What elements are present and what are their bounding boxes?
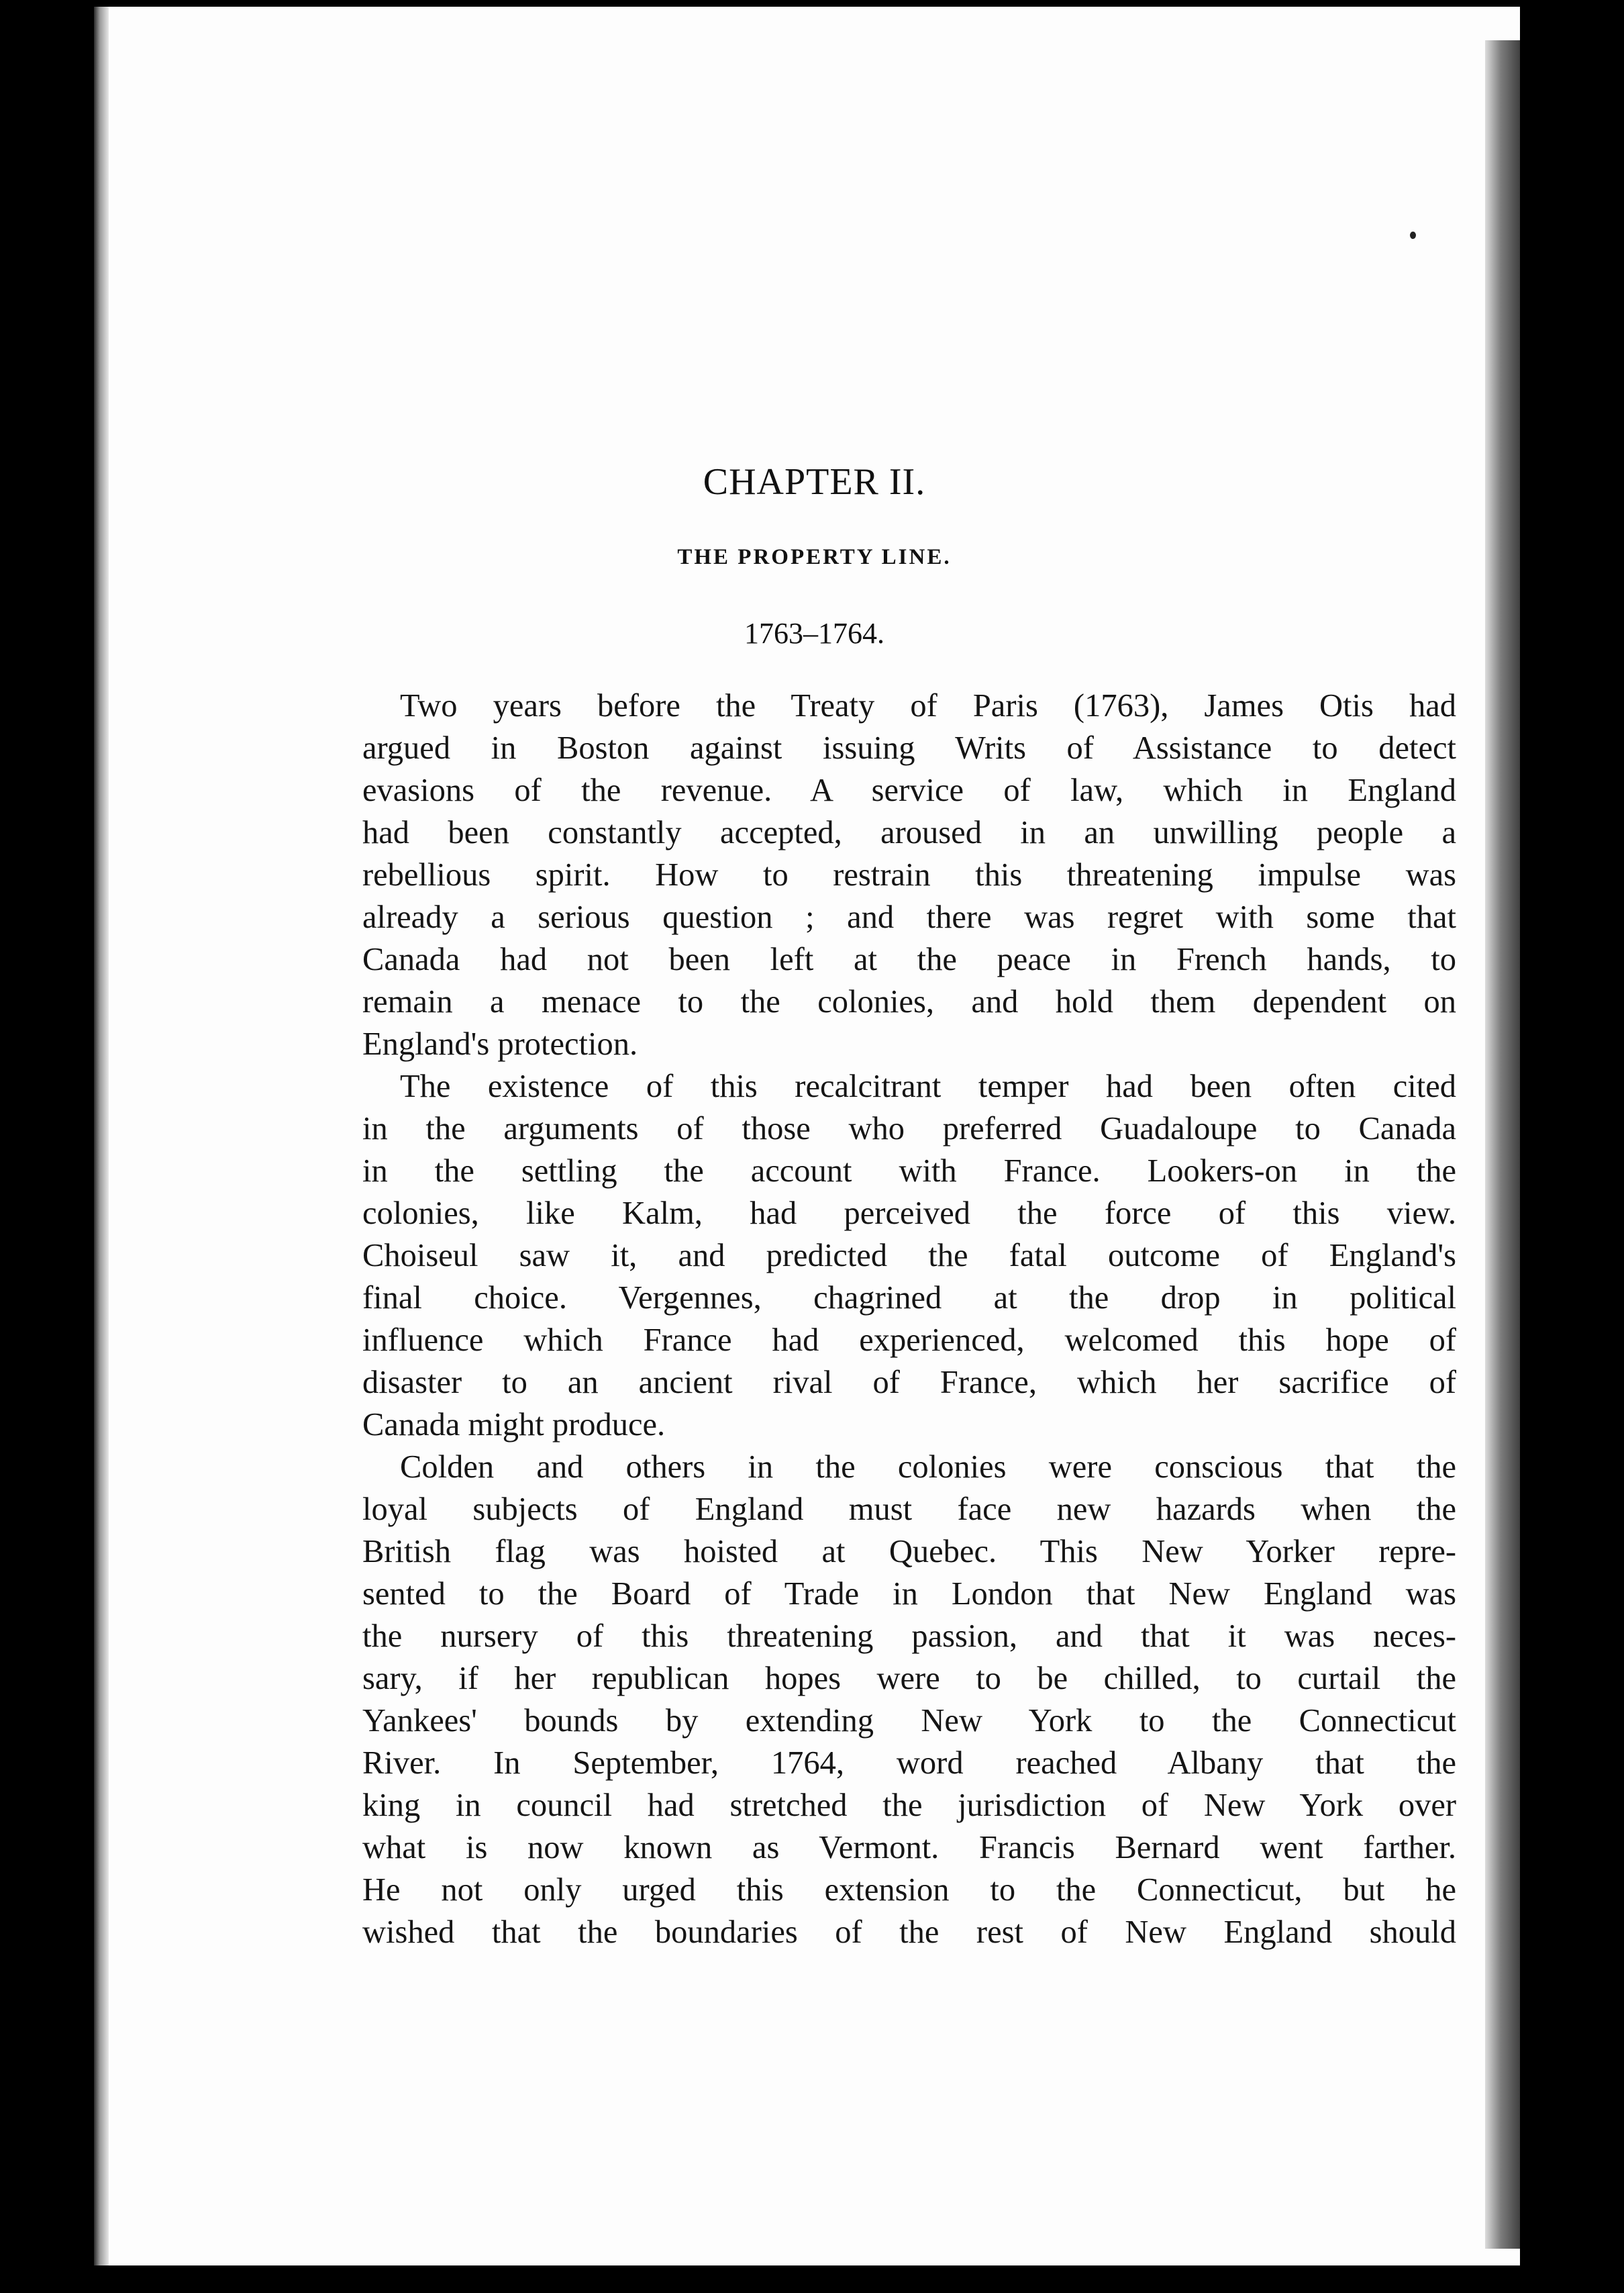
- page-edge-shadow: [1485, 40, 1520, 2249]
- text-line: remain a menace to the colonies, and hold them dependent on: [362, 984, 1456, 1020]
- scan-speck: [1410, 232, 1416, 239]
- text-line: loyal subjects of England must face new hazards when the: [362, 1492, 1456, 1527]
- text-line: Two years before the Treaty of Paris (1763), James Otis had: [400, 688, 1456, 724]
- text-line: River. In September, 1764, word reached Albany that the: [362, 1745, 1456, 1781]
- text-line: disaster to an ancient rival of France, which her sacrifice of: [362, 1365, 1456, 1400]
- text-line: England's protection.: [362, 1026, 638, 1062]
- text-line: final choice. Vergennes, chagrined at the drop in political: [362, 1280, 1456, 1316]
- binding-edge: [94, 7, 109, 2265]
- text-line: Canada had not been left at the peace in French hands, to: [362, 942, 1456, 977]
- text-line: rebellious spirit. How to restrain this threatening impulse was: [362, 857, 1456, 893]
- text-line: He not only urged this extension to the Connecticut, but he: [362, 1872, 1456, 1908]
- text-line: sary, if her republican hopes were to be chilled, to curtail the: [362, 1661, 1456, 1696]
- text-line: argued in Boston against issuing Writs of Assistance to detect: [362, 730, 1456, 766]
- chapter-years: 1763–1764.: [744, 617, 884, 650]
- text-line: in the arguments of those who preferred Guadaloupe to Canada: [362, 1111, 1456, 1146]
- text-line: wished that the boundaries of the rest of New England should: [362, 1914, 1456, 1950]
- paragraph-3: [362, 1446, 1456, 1953]
- text-line: The existence of this recalcitrant temper had been often cited: [400, 1069, 1456, 1104]
- chapter-subtitle: THE PROPERTY LINE.: [677, 545, 952, 569]
- text-line: Canada might produce.: [362, 1407, 666, 1443]
- paragraph-2: [362, 1065, 1456, 1446]
- chapter-title: CHAPTER II.: [703, 461, 926, 503]
- body-text: [362, 685, 1456, 1953]
- text-line: colonies, like Kalm, had perceived the force of this view.: [362, 1196, 1456, 1231]
- text-line: influence which France had experienced, welcomed this hope of: [362, 1322, 1456, 1358]
- text-line: the nursery of this threatening passion, and that it was neces-: [362, 1618, 1456, 1654]
- text-line: evasions of the revenue. A service of law, which in England: [362, 773, 1456, 808]
- text-line: British flag was hoisted at Quebec. This New Yorker repre-: [362, 1534, 1456, 1569]
- text-line: what is now known as Vermont. Francis Bernard went farther.: [362, 1830, 1456, 1865]
- text-line: in the settling the account with France. Lookers-on in the: [362, 1153, 1456, 1189]
- text-line: had been constantly accepted, aroused in an unwilling people a: [362, 815, 1456, 850]
- text-line: already a serious question ; and there was regret with some that: [362, 899, 1456, 935]
- paragraph-1: [362, 685, 1456, 1065]
- text-line: Yankees' bounds by extending New York to the Connecticut: [362, 1703, 1456, 1739]
- book-page: [94, 7, 1520, 2265]
- text-line: Choiseul saw it, and predicted the fatal outcome of England's: [362, 1238, 1456, 1273]
- text-line: Colden and others in the colonies were conscious that the: [400, 1449, 1456, 1485]
- text-line: sented to the Board of Trade in London that New England was: [362, 1576, 1456, 1612]
- text-line: king in council had stretched the jurisdiction of New York over: [362, 1788, 1456, 1823]
